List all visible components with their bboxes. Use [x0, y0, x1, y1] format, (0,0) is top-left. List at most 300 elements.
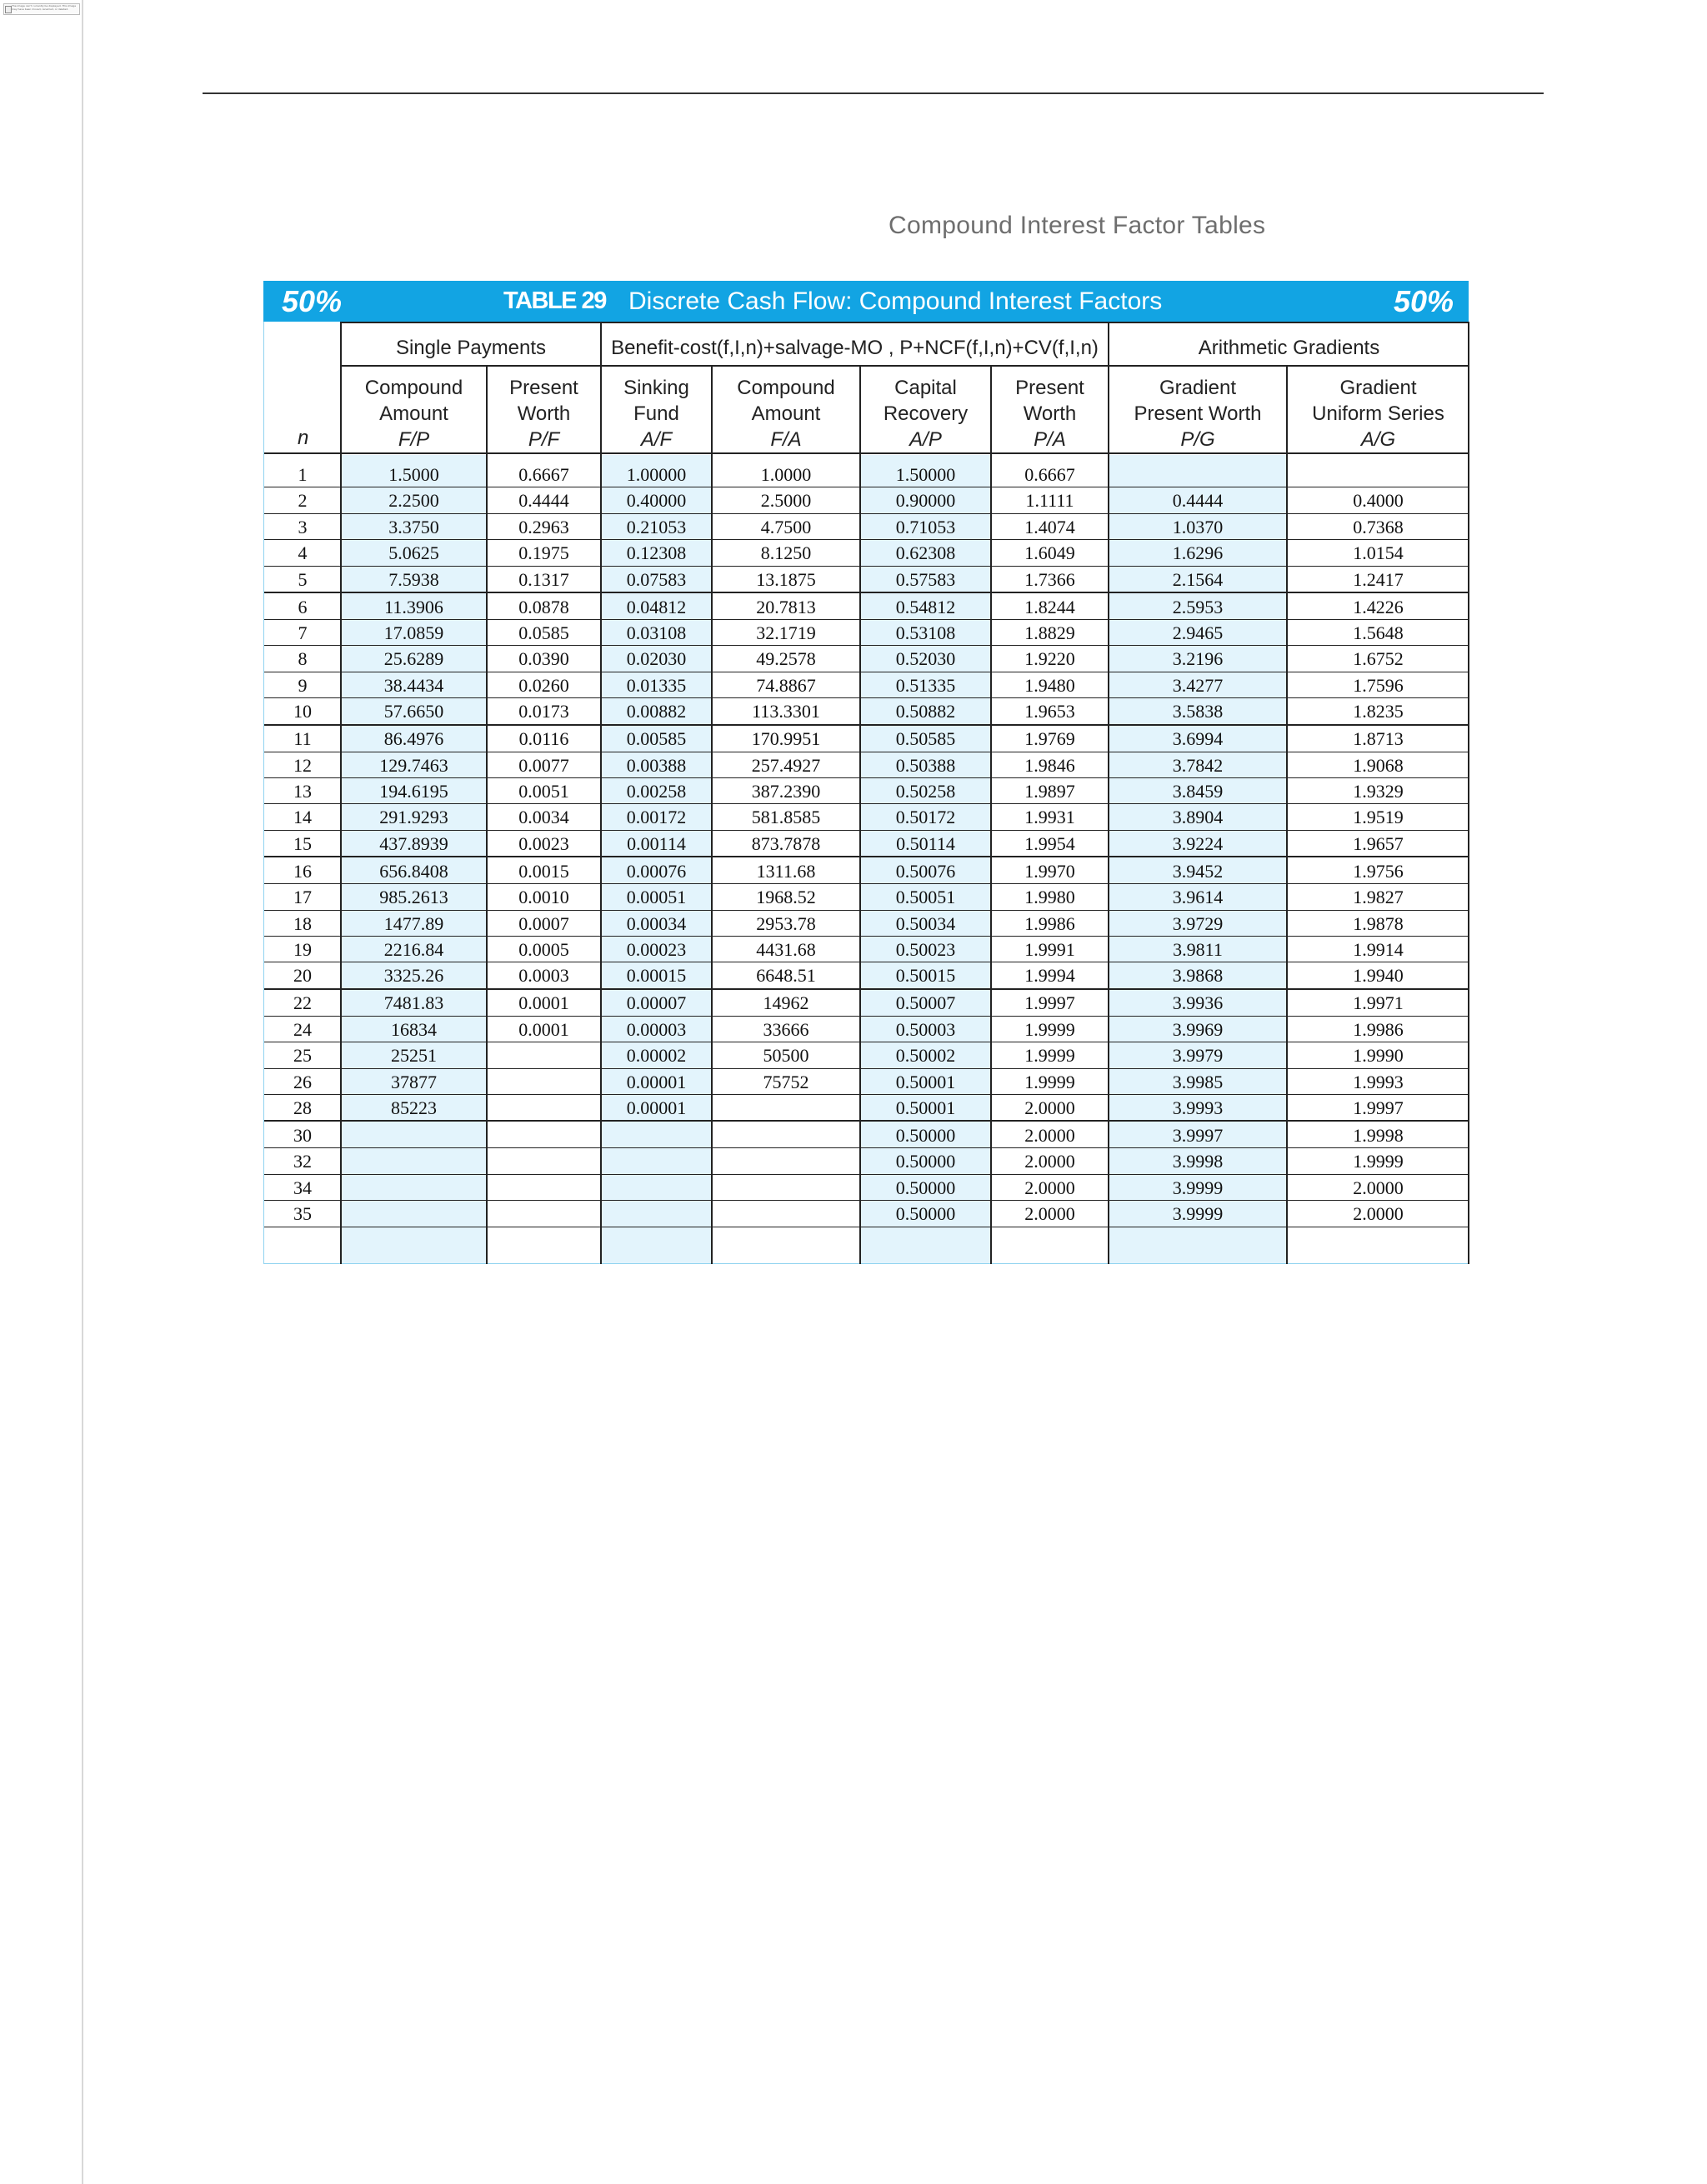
cell-fp: 38.4434	[383, 674, 444, 696]
cell-pf	[487, 1176, 601, 1201]
row-rule	[264, 539, 1469, 540]
cell-fa: 387.2390	[751, 781, 821, 802]
cell-fp: 437.8939	[379, 832, 448, 854]
cell-ap: 0.50001	[895, 1071, 956, 1092]
cell-pa: 1.9931	[1024, 807, 1075, 828]
rate-left: 50%	[282, 284, 343, 318]
cell-af: 0.02030	[626, 648, 687, 670]
cell-ag: 0.7368	[1353, 516, 1404, 537]
cell-fp: 1.5000	[388, 464, 439, 485]
cell-af	[601, 1123, 712, 1148]
cell-n: 20	[293, 965, 312, 987]
cell-pg: 3.9729	[1172, 912, 1224, 934]
table-label: TABLE 29	[503, 287, 606, 314]
cell-fa: 257.4927	[751, 754, 821, 776]
cell-n: 15	[293, 832, 312, 854]
cell-ap: 1.50000	[895, 464, 956, 485]
cell-pf: 0.0015	[518, 860, 569, 882]
cell-fp: 25.6289	[383, 648, 444, 670]
header-bottom-line	[264, 452, 1469, 454]
row-rule	[264, 856, 1469, 857]
cell-pf	[487, 1043, 601, 1068]
cell-fa: 33666	[763, 1018, 809, 1040]
colhead-ag: Gradient Uniform Series A/G	[1312, 377, 1444, 451]
cell-ag: 1.6752	[1353, 648, 1404, 670]
cell-pa: 1.9997	[1024, 992, 1075, 1014]
cell-n: 1	[298, 464, 308, 485]
cell-pf	[487, 1070, 601, 1095]
cell-pf: 0.1317	[518, 568, 569, 590]
cell-fa: 74.8867	[756, 674, 816, 696]
cell-n: 17	[293, 887, 312, 908]
cell-ap: 0.50076	[895, 860, 956, 882]
cell-fp: 17.0859	[383, 622, 444, 643]
cell-fa: 14962	[763, 992, 809, 1014]
cell-pa: 1.9994	[1024, 965, 1075, 987]
cell-pg: 3.9999	[1172, 1203, 1224, 1225]
cell-ap: 0.50882	[895, 701, 956, 722]
cell-af	[601, 1149, 712, 1174]
cell-pg: 3.9999	[1172, 1177, 1224, 1198]
cell-pf	[487, 1096, 601, 1121]
cell-fa: 170.9951	[751, 728, 821, 750]
cell-ag: 1.9986	[1353, 1018, 1404, 1040]
cell-af: 0.00003	[626, 1018, 687, 1040]
cell-n: 16	[293, 860, 312, 882]
cell-pa: 1.9986	[1024, 912, 1075, 934]
cell-ag: 2.0000	[1353, 1203, 1404, 1225]
cell-pa: 2.0000	[1024, 1125, 1075, 1146]
cell-pg: 3.9811	[1173, 939, 1223, 960]
cell-ap: 0.50172	[895, 807, 956, 828]
cell-fa: 113.3301	[752, 701, 820, 722]
cell-pg: 3.9985	[1172, 1071, 1224, 1092]
cell-pa: 1.9999	[1024, 1018, 1075, 1040]
cell-n: 35	[293, 1203, 312, 1225]
cell-pg: 3.9868	[1172, 965, 1224, 987]
cell-fa: 4.7500	[760, 516, 812, 537]
cell-pa: 1.9897	[1024, 781, 1075, 802]
cell-ap: 0.50585	[895, 728, 956, 750]
cell-ag: 1.9990	[1353, 1045, 1404, 1067]
cell-fa: 1.0000	[760, 464, 812, 485]
cell-ap: 0.50002	[895, 1045, 956, 1067]
cell-pf: 0.2963	[518, 516, 569, 537]
cell-pg: 3.9936	[1172, 992, 1224, 1014]
cell-pf: 0.0010	[518, 887, 569, 908]
cell-pf	[487, 1202, 601, 1227]
cell-af: 0.00007	[626, 992, 687, 1014]
cell-fp: 656.8408	[379, 860, 448, 882]
cell-ap: 0.50015	[895, 965, 956, 987]
rate-right: 50%	[1393, 284, 1454, 318]
cell-pa: 1.9846	[1024, 754, 1075, 776]
cell-pf: 0.0116	[518, 728, 569, 750]
cell-af: 0.03108	[626, 622, 687, 643]
cell-pg: 2.1564	[1172, 568, 1224, 590]
cell-fa: 32.1719	[756, 622, 816, 643]
row-rule	[264, 936, 1469, 937]
row-rule	[264, 619, 1469, 620]
cell-ag: 1.0154	[1353, 542, 1404, 564]
cell-ap: 0.50000	[895, 1203, 956, 1225]
table-banner	[263, 281, 1469, 322]
cell-pf: 0.4444	[518, 490, 569, 512]
cell-fp	[341, 1202, 487, 1227]
cell-fa: 49.2578	[756, 648, 816, 670]
cell-n: 25	[293, 1045, 312, 1067]
cell-ag: 1.9971	[1353, 992, 1404, 1014]
cell-pa: 1.8244	[1024, 596, 1075, 617]
cell-pf: 0.0585	[518, 622, 569, 643]
cell-ag: 2.0000	[1353, 1177, 1404, 1198]
cell-fp: 86.4976	[383, 728, 444, 750]
cell-af: 0.00258	[626, 781, 687, 802]
colhead-pa: Present Worth P/A	[1015, 377, 1084, 451]
cell-pa: 1.1111	[1025, 490, 1074, 512]
row-rule	[264, 1068, 1469, 1069]
cell-af: 0.12308	[626, 542, 687, 564]
cell-fa: 873.7878	[751, 832, 821, 854]
cell-ap: 0.90000	[895, 490, 956, 512]
cell-pa: 1.9980	[1024, 887, 1075, 908]
cell-n: 26	[293, 1071, 312, 1092]
cell-ap: 0.50023	[895, 939, 956, 960]
cell-ap: 0.50034	[895, 912, 956, 934]
cell-pg: 1.6296	[1172, 542, 1224, 564]
cell-ag: 1.9878	[1353, 912, 1404, 934]
colhead-ap: Capital Recovery A/P	[883, 377, 969, 451]
row-rule	[264, 830, 1469, 831]
cell-pa: 0.6667	[1024, 464, 1075, 485]
header-top-line	[341, 322, 1468, 323]
cell-pa: 1.4074	[1024, 516, 1075, 537]
cell-pg: 0.4444	[1172, 490, 1224, 512]
header-rule	[203, 92, 1544, 94]
cell-pg: 2.5953	[1172, 596, 1224, 617]
cell-pg: 3.9993	[1172, 1097, 1224, 1118]
cell-pg: 3.9614	[1172, 887, 1224, 908]
cell-pg: 1.0370	[1172, 516, 1224, 537]
cell-af: 1.00000	[626, 464, 687, 485]
broken-image-alt-text: The image can't currently be displayed. This Image may have been moved, renamed, or deleted.	[12, 4, 77, 11]
colhead-pg: Gradient Present Worth P/G	[1134, 377, 1262, 451]
cell-fp	[341, 1123, 487, 1148]
cell-af: 0.01335	[626, 674, 687, 696]
cell-ap: 0.50388	[895, 754, 956, 776]
cell-pg: 3.5838	[1172, 701, 1224, 722]
cell-ag: 1.9827	[1353, 887, 1404, 908]
cell-pa: 2.0000	[1024, 1151, 1075, 1172]
cell-n: 14	[293, 807, 312, 828]
cell-ap: 0.50051	[895, 887, 956, 908]
cell-ag: 1.9329	[1353, 781, 1404, 802]
cell-pa: 1.9999	[1024, 1045, 1075, 1067]
row-rule	[264, 777, 1469, 778]
cell-pf: 0.0077	[518, 754, 569, 776]
cell-n: 7	[298, 622, 308, 643]
cell-fa: 1968.52	[756, 887, 816, 908]
cell-ag: 1.2417	[1353, 568, 1404, 590]
running-head: Compound Interest Factor Tables	[889, 212, 1266, 239]
broken-image-icon	[5, 6, 12, 13]
cell-fp: 194.6195	[379, 781, 448, 802]
cell-n: 10	[293, 701, 312, 722]
cell-af: 0.00023	[626, 939, 687, 960]
cell-ag	[1287, 462, 1469, 487]
cell-af: 0.00001	[626, 1071, 687, 1092]
cell-n: 24	[293, 1018, 312, 1040]
cell-af: 0.00015	[626, 965, 687, 987]
cell-fp	[341, 1149, 487, 1174]
cell-fp: 3325.26	[383, 965, 444, 987]
cell-pa: 1.9991	[1024, 939, 1075, 960]
cell-fa: 2953.78	[756, 912, 816, 934]
cell-fa: 75752	[763, 1071, 809, 1092]
cell-ap: 0.50001	[895, 1097, 956, 1118]
row-rule	[264, 883, 1469, 884]
n-column-header: n	[298, 427, 309, 449]
cell-n: 34	[293, 1177, 312, 1198]
cell-pf: 0.0001	[518, 1018, 569, 1040]
cell-pa: 2.0000	[1024, 1097, 1075, 1118]
cell-fa	[712, 1202, 860, 1227]
cell-pa: 1.8829	[1024, 622, 1075, 643]
cell-fp: 7481.83	[383, 992, 444, 1014]
cell-fa	[712, 1176, 860, 1201]
cell-n: 12	[293, 754, 312, 776]
cell-ap: 0.52030	[895, 648, 956, 670]
cell-ap: 0.50000	[895, 1177, 956, 1198]
colhead-af: Sinking Fund A/F	[623, 377, 689, 451]
cell-pf: 0.0173	[518, 701, 569, 722]
cell-fp: 3.3750	[388, 516, 439, 537]
cell-pa: 1.6049	[1024, 542, 1075, 564]
cell-ag: 1.9914	[1353, 939, 1404, 960]
cell-af: 0.04812	[626, 596, 687, 617]
cell-pa: 2.0000	[1024, 1203, 1075, 1225]
cell-pg: 3.9998	[1172, 1151, 1224, 1172]
row-rule	[264, 1147, 1469, 1148]
cell-af: 0.00051	[626, 887, 687, 908]
cell-n: 22	[293, 992, 312, 1014]
cell-fa: 13.1875	[756, 568, 816, 590]
cell-fa: 2.5000	[760, 490, 812, 512]
cell-pg: 3.8459	[1172, 781, 1224, 802]
cell-fp: 5.0625	[388, 542, 439, 564]
cell-fp: 2216.84	[383, 939, 444, 960]
cell-pf: 0.0260	[518, 674, 569, 696]
cell-pa: 1.9970	[1024, 860, 1075, 882]
row-rule	[264, 988, 1469, 990]
cell-ap: 0.50007	[895, 992, 956, 1014]
cell-pf: 0.0001	[518, 992, 569, 1014]
cell-ag: 1.9997	[1353, 1097, 1404, 1118]
cell-pf: 0.0390	[518, 648, 569, 670]
cell-af: 0.00114	[627, 832, 686, 854]
cell-n: 13	[293, 781, 312, 802]
cell-ag: 1.8713	[1353, 728, 1404, 750]
cell-pg: 3.9969	[1172, 1018, 1224, 1040]
row-rule	[264, 1200, 1469, 1201]
cell-pa: 1.9954	[1024, 832, 1075, 854]
cell-fa: 6648.51	[756, 965, 816, 987]
colhead-fp: Compound Amount F/P	[364, 377, 463, 451]
row-rule	[264, 803, 1469, 804]
cell-n: 8	[298, 648, 308, 670]
row-rule	[264, 566, 1469, 567]
cell-pf: 0.0005	[518, 939, 569, 960]
cell-fa: 20.7813	[756, 596, 816, 617]
table-title: Discrete Cash Flow: Compound Interest Factors	[628, 287, 1163, 315]
cell-fp: 37877	[391, 1071, 437, 1092]
cell-fa	[712, 1149, 860, 1174]
cell-af	[601, 1176, 712, 1201]
cell-n: 9	[298, 674, 308, 696]
factor-table	[263, 322, 1469, 1264]
cell-ag: 1.9999	[1353, 1151, 1404, 1172]
row-rule	[264, 1016, 1469, 1017]
row-rule	[264, 513, 1469, 514]
cell-fp: 985.2613	[379, 887, 448, 908]
cell-pf: 0.1975	[518, 542, 569, 564]
cell-af: 0.00001	[626, 1097, 687, 1118]
cell-ap: 0.50258	[895, 781, 956, 802]
cell-fa: 4431.68	[756, 939, 816, 960]
row-rule	[264, 592, 1469, 593]
cell-fp: 11.3906	[384, 596, 443, 617]
group-underline	[341, 365, 1468, 367]
row-rule	[264, 645, 1469, 646]
cell-fp: 129.7463	[379, 754, 448, 776]
cell-af: 0.00388	[626, 754, 687, 776]
cell-ap: 0.51335	[895, 674, 956, 696]
cell-pg: 3.9979	[1172, 1045, 1224, 1067]
group-uniform-series: Benefit-cost(f,I,n)+salvage-MO , P+NCF(f,I,n)+CV(f,I,n)	[611, 337, 1099, 359]
cell-ag: 1.7596	[1353, 674, 1404, 696]
cell-pg: 3.6994	[1172, 728, 1224, 750]
left-margin-strip	[0, 0, 83, 2184]
colhead-fa: Compound Amount F/A	[737, 377, 835, 451]
cell-n: 19	[293, 939, 312, 960]
cell-af: 0.40000	[626, 490, 687, 512]
cell-ap: 0.50003	[895, 1018, 956, 1040]
cell-fp: 25251	[391, 1045, 437, 1067]
cell-pa: 1.9999	[1024, 1071, 1075, 1092]
row-rule	[264, 1094, 1469, 1095]
cell-ag: 1.8235	[1353, 701, 1404, 722]
cell-fp: 291.9293	[379, 807, 448, 828]
cell-fa: 581.8585	[751, 807, 821, 828]
cell-ag: 1.9068	[1353, 754, 1404, 776]
cell-af: 0.00882	[626, 701, 687, 722]
cell-pg: 3.7842	[1172, 754, 1224, 776]
row-rule	[264, 697, 1469, 698]
cell-af	[601, 1202, 712, 1227]
cell-fp: 16834	[391, 1018, 437, 1040]
cell-ap: 0.50000	[895, 1151, 956, 1172]
broken-image-thumbnail	[3, 3, 80, 15]
cell-n: 3	[298, 516, 308, 537]
cell-fa: 50500	[763, 1045, 809, 1067]
row-rule	[264, 724, 1469, 726]
cell-pg: 3.4277	[1172, 674, 1224, 696]
cell-pa: 1.9220	[1024, 648, 1075, 670]
row-rule	[264, 1174, 1469, 1175]
cell-ag: 0.4000	[1353, 490, 1404, 512]
cell-pf: 0.0007	[518, 912, 569, 934]
cell-fp	[341, 1176, 487, 1201]
cell-af: 0.00172	[626, 807, 687, 828]
cell-n: 6	[298, 596, 308, 617]
cell-fa	[712, 1123, 860, 1148]
cell-af: 0.00002	[626, 1045, 687, 1067]
cell-pa: 1.7366	[1024, 568, 1075, 590]
cell-n: 30	[293, 1125, 312, 1146]
cell-pg	[1109, 462, 1287, 487]
cell-pg: 3.9452	[1172, 860, 1224, 882]
cell-n: 4	[298, 542, 308, 564]
cell-n: 11	[293, 728, 312, 750]
cell-pg: 2.9465	[1172, 622, 1224, 643]
cell-ag: 1.4226	[1353, 596, 1404, 617]
cell-ap: 0.50000	[895, 1125, 956, 1146]
cell-ag: 1.9998	[1353, 1125, 1404, 1146]
cell-ag: 1.5648	[1353, 622, 1404, 643]
cell-pg: 3.8904	[1172, 807, 1224, 828]
group-arithmetic-gradients: Arithmetic Gradients	[1198, 337, 1380, 359]
cell-ap: 0.71053	[895, 516, 956, 537]
cell-pg: 3.9224	[1172, 832, 1224, 854]
cell-pf: 0.0034	[518, 807, 569, 828]
cell-ag: 1.9940	[1353, 965, 1404, 987]
cell-ag: 1.9519	[1353, 807, 1404, 828]
cell-af: 0.00585	[626, 728, 687, 750]
cell-af: 0.00076	[626, 860, 687, 882]
cell-ap: 0.62308	[895, 542, 956, 564]
cell-fp: 7.5938	[388, 568, 439, 590]
cell-n: 18	[293, 912, 312, 934]
row-rule	[264, 1120, 1469, 1122]
cell-pa: 1.9480	[1024, 674, 1075, 696]
cell-fp: 57.6650	[383, 701, 444, 722]
cell-pa: 1.9769	[1024, 728, 1075, 750]
cell-ap: 0.57583	[895, 568, 956, 590]
cell-pa: 1.9653	[1024, 701, 1075, 722]
cell-ap: 0.53108	[895, 622, 956, 643]
cell-fa	[712, 1096, 860, 1121]
cell-fp: 1477.89	[383, 912, 444, 934]
cell-fp: 85223	[391, 1097, 437, 1118]
cell-ap: 0.50114	[896, 832, 955, 854]
cell-af: 0.21053	[626, 516, 687, 537]
cell-af: 0.00034	[626, 912, 687, 934]
cell-pg: 3.9997	[1172, 1125, 1224, 1146]
cell-pf: 0.0051	[518, 781, 569, 802]
cell-n: 2	[298, 490, 308, 512]
cell-n: 32	[293, 1151, 312, 1172]
cell-pf: 0.6667	[518, 464, 569, 485]
cell-pf: 0.0003	[518, 965, 569, 987]
group-single-payments: Single Payments	[395, 337, 547, 359]
cell-af: 0.07583	[626, 568, 687, 590]
cell-n: 28	[293, 1097, 312, 1118]
cell-ap: 0.54812	[895, 596, 956, 617]
cell-pf	[487, 1149, 601, 1174]
cell-ag: 1.9993	[1353, 1071, 1404, 1092]
cell-fa: 8.1250	[760, 542, 812, 564]
colhead-pf: Present Worth P/F	[509, 377, 578, 451]
